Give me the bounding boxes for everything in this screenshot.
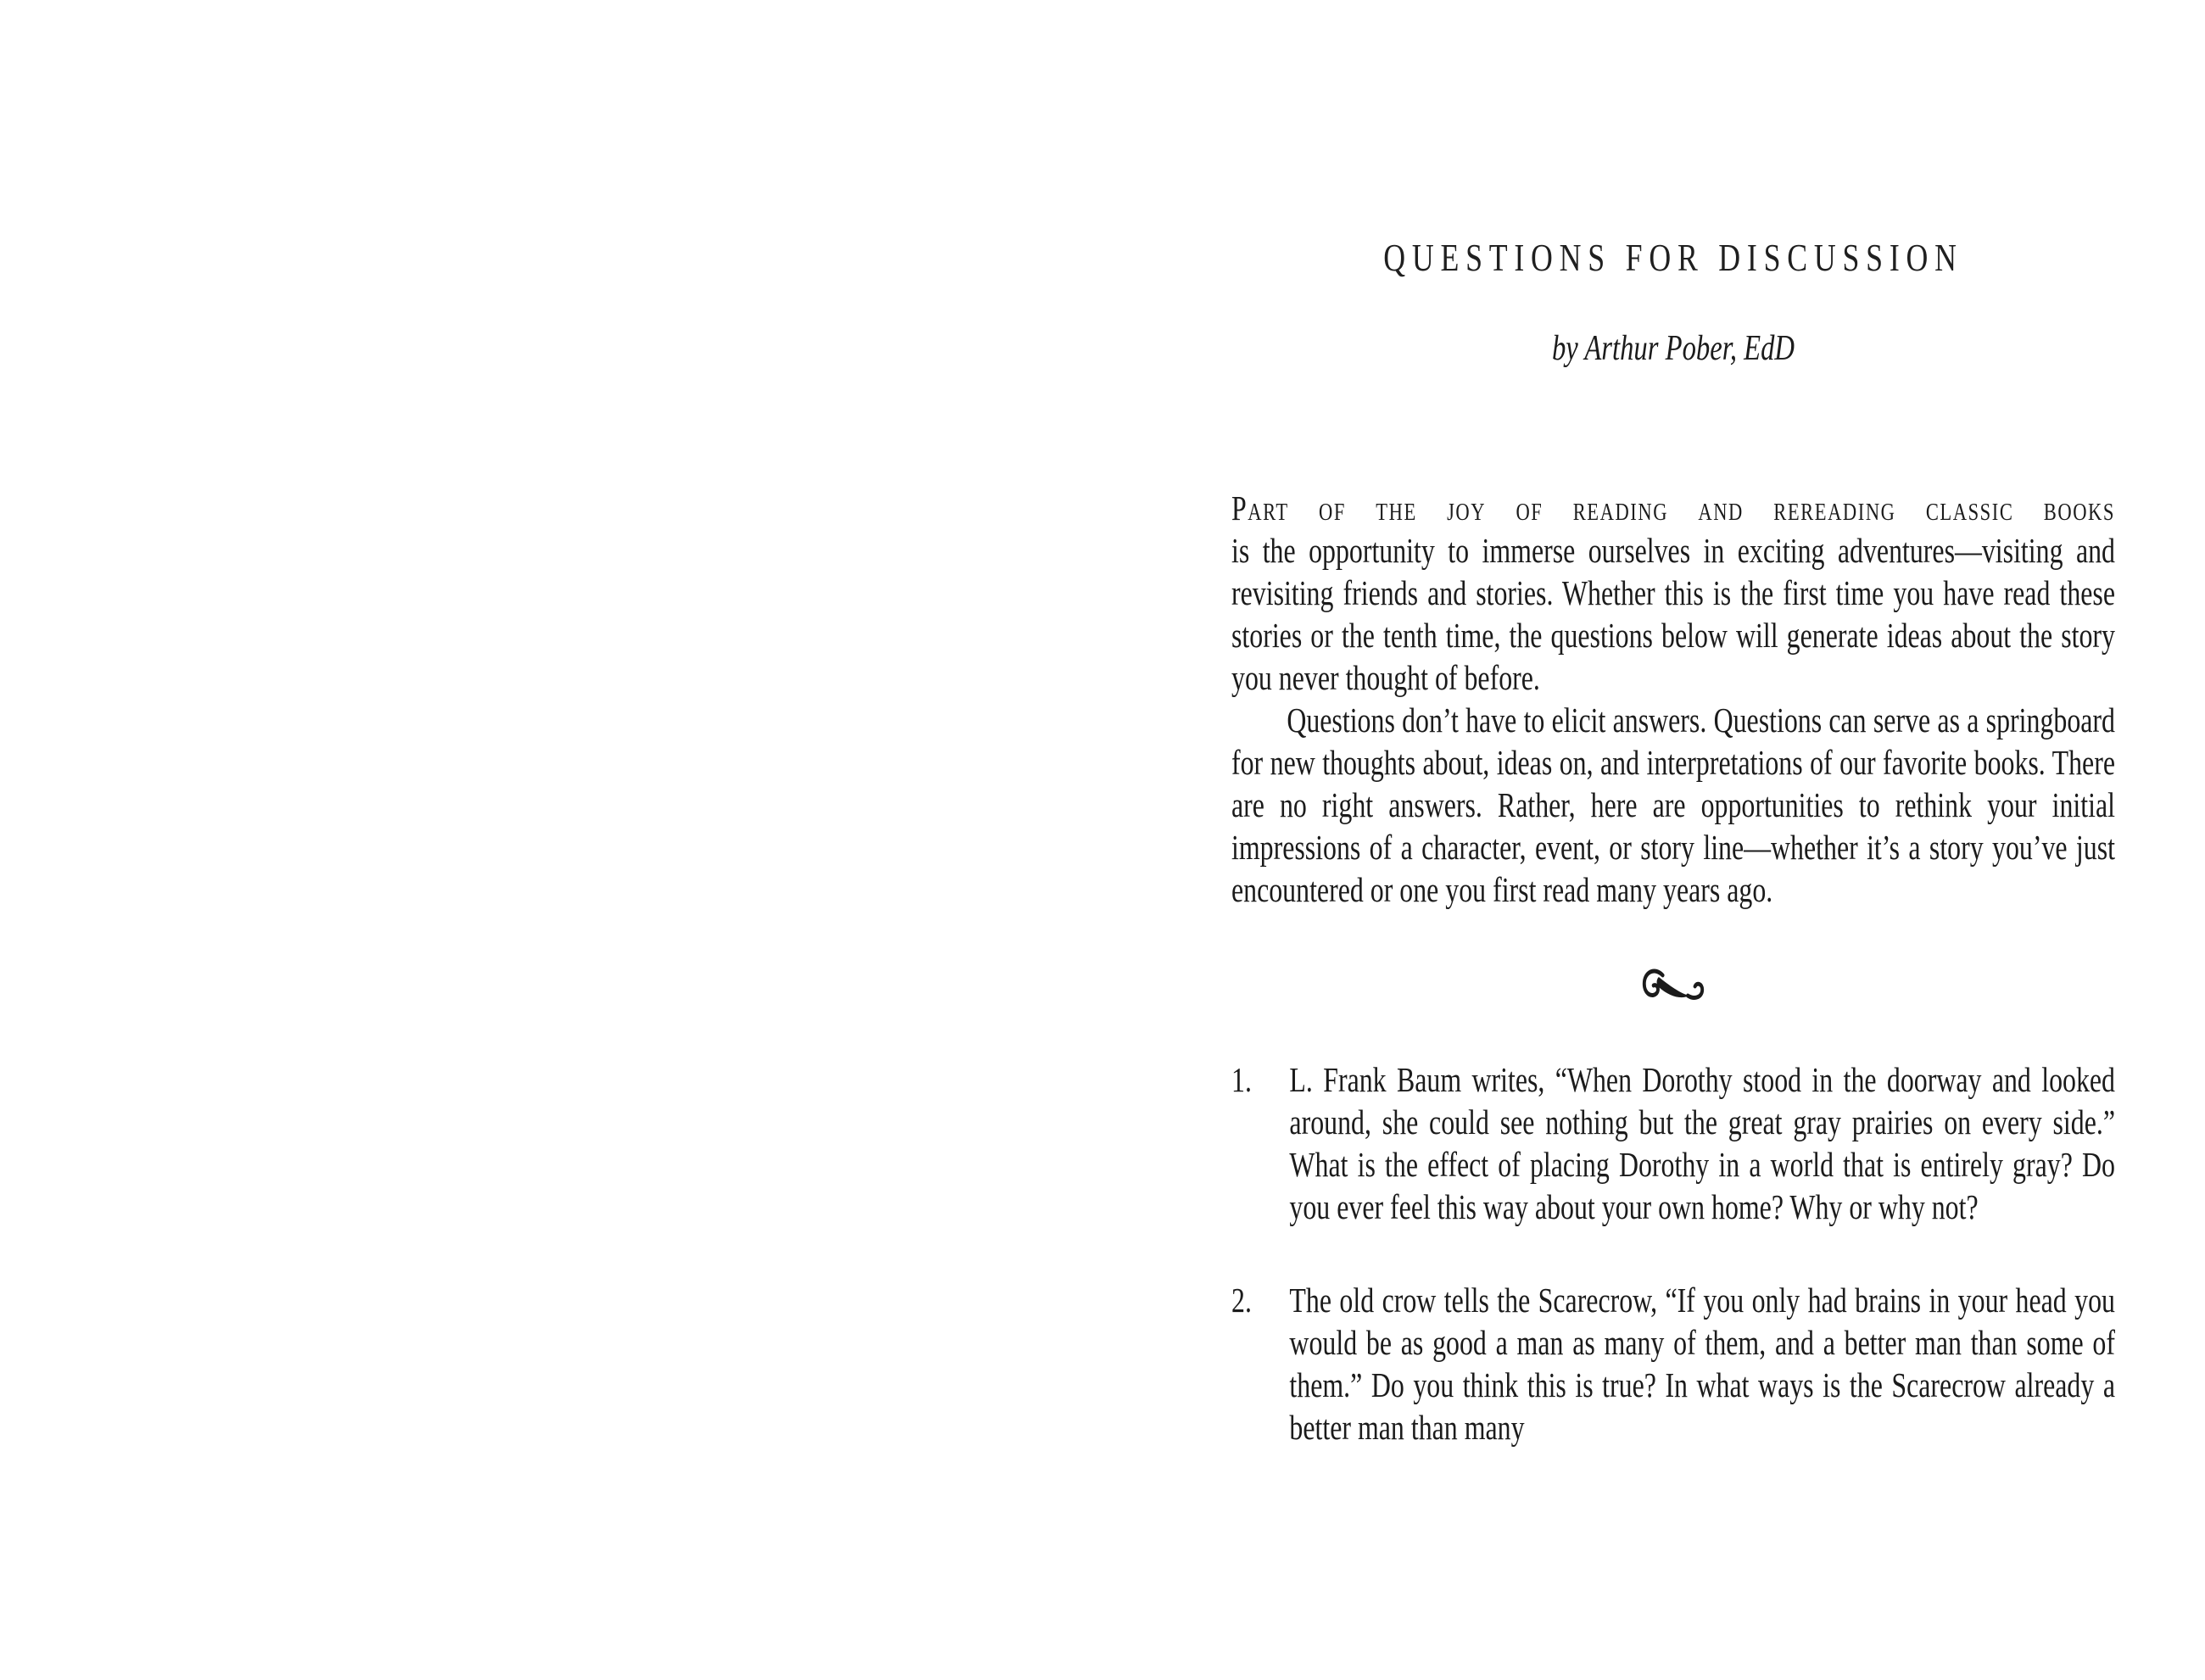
intro-paragraph-2: Questions don’t have to elicit answers. Questions can serve as a springboard for new thoughts about, ideas on, and interpretations of our favorite books. There are no right answers. Rather, here are opportunities to rethink your initial impressions of a character, event, or story line—whether it’s a story you’ve just encountered or one you first read many years ago. [1231, 700, 2115, 909]
intro-paragraph-1-text: is the opportunity to immerse ourselves in exciting adventures—visiting and revisiting friends and stories. Whether this is the first time you have read these stories or the tenth time, the questions below will generate ideas about the story you never thought of before. [1231, 531, 2115, 697]
question-item [1231, 1279, 2115, 1448]
question-number: 1. [1231, 1060, 1252, 1099]
section-divider [1231, 958, 2115, 1013]
fleuron-ornament-icon [1639, 962, 1708, 1009]
lead-smallcaps: Part of the joy of reading and rereading classic books [1231, 488, 2115, 527]
question-text: L. Frank Baum writes, “When Dorothy stood in the doorway and looked around, she could see nothing but the great gray prairies on every side.” What is the effect of placing Dorothy in a world that is entirely gray? Do you ever feel this way about your own home? Why or why not? [1289, 1060, 2115, 1226]
question-item [1231, 1058, 2115, 1228]
question-text: The old crow tells the Scarecrow, “If you only had brains in your head you would be as good a man as many of them, and a better man than some of them.” Do you think this is true? In what ways is the Scarecrow already a better man than many [1289, 1281, 2115, 1447]
intro-paragraph-1 [1231, 487, 2115, 699]
question-number: 2. [1231, 1281, 1252, 1320]
text-column [1231, 0, 2115, 1448]
page-title: QUESTIONS FOR DISCUSSION [1383, 236, 1963, 279]
discussion-questions-list [1231, 1058, 2115, 1448]
byline: by Arthur Pober, EdD [1551, 329, 1795, 368]
